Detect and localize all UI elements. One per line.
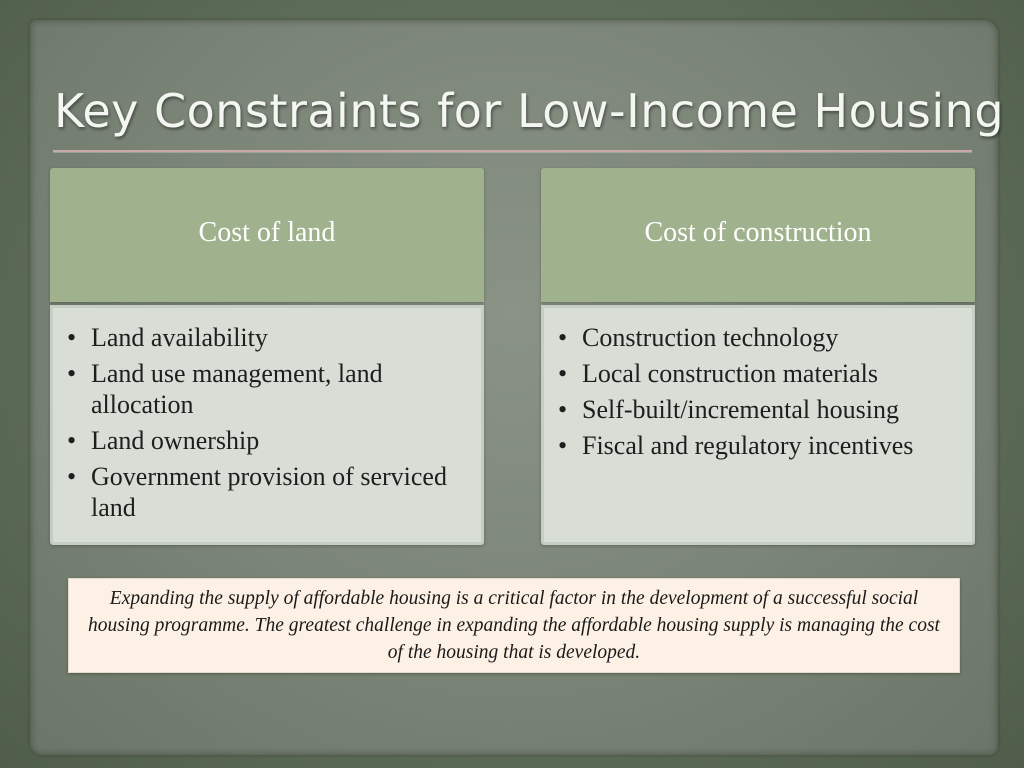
bullet-icon: • — [67, 462, 77, 491]
column-header: Cost of construction — [541, 168, 975, 302]
bullet-icon: • — [67, 359, 77, 388]
list-item — [61, 461, 463, 523]
list-item — [552, 394, 954, 425]
summary-note: Expanding the supply of affordable housing is a critical factor in the development of a successful social housing programme. The greatest challenge in expanding the affordable housing supply is managing the cost of the housing that is developed. — [68, 578, 960, 673]
list-item-text: Land use management, land allocation — [91, 359, 383, 419]
list-item-text: Government provision of serviced land — [91, 462, 447, 522]
title-underline — [53, 150, 972, 152]
bullet-icon: • — [67, 323, 77, 352]
bullet-icon: • — [558, 395, 568, 424]
slide-title: Key Constraints for Low-Income Housing — [54, 84, 1005, 138]
list-item-text: Construction technology — [582, 323, 839, 352]
list-item-text: Local construction materials — [582, 359, 879, 388]
bullet-icon: • — [558, 359, 568, 388]
column-cost-of-land — [50, 168, 484, 545]
list-item — [552, 322, 954, 353]
list-item — [61, 322, 463, 353]
column-header: Cost of land — [50, 168, 484, 302]
list-item-text: Fiscal and regulatory incentives — [582, 431, 914, 460]
column-body — [541, 305, 975, 545]
column-cost-of-construction — [541, 168, 975, 545]
list-item — [552, 358, 954, 389]
list-item-text: Land ownership — [91, 426, 260, 455]
bullet-icon: • — [558, 431, 568, 460]
bullet-list — [61, 322, 463, 523]
bullet-icon: • — [67, 426, 77, 455]
list-item-text: Land availability — [91, 323, 268, 352]
list-item — [61, 425, 463, 456]
column-body — [50, 305, 484, 545]
list-item — [61, 358, 463, 420]
list-item-text: Self-built/incremental housing — [582, 395, 899, 424]
list-item — [552, 430, 954, 461]
bullet-list — [552, 322, 954, 461]
bullet-icon: • — [558, 323, 568, 352]
